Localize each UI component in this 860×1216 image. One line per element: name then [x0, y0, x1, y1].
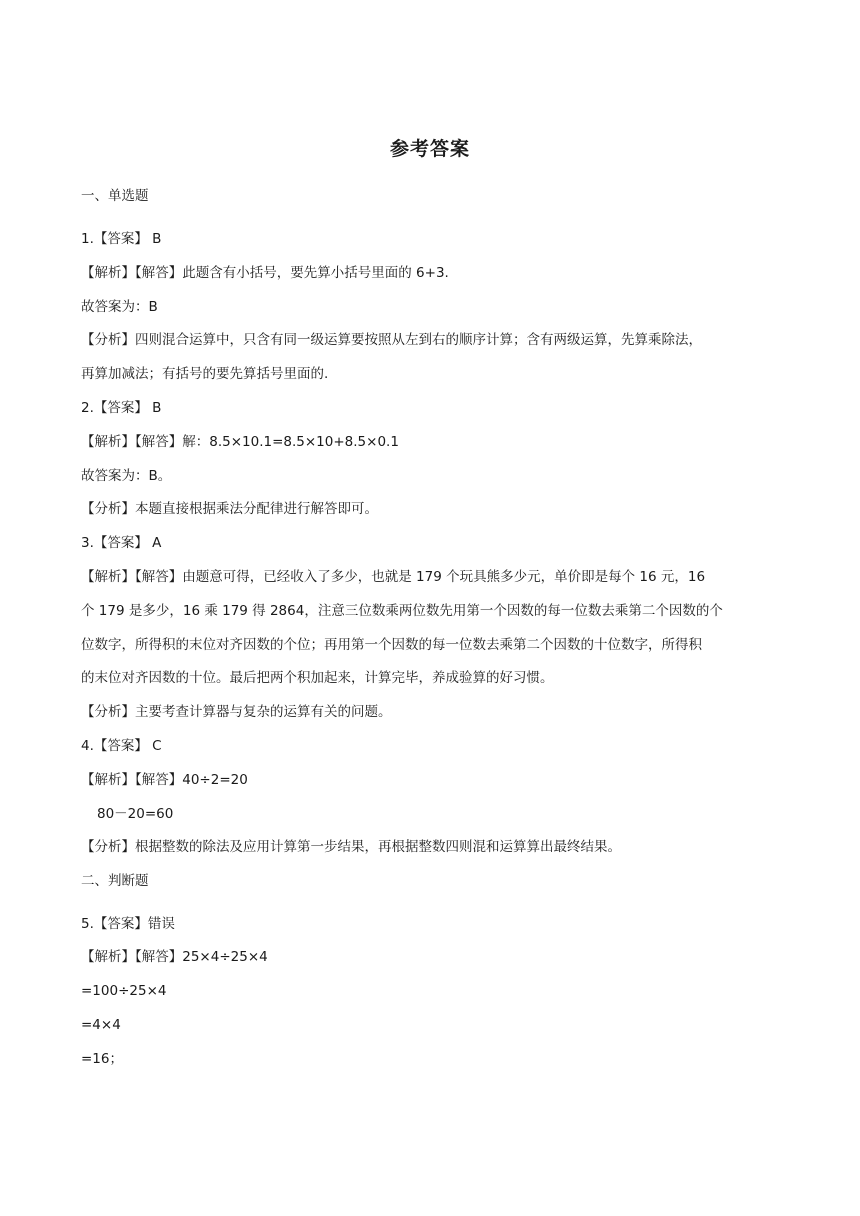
analysis-3-line-3: 位数字，所得积的末位对齐因数的个位；再用第一个因数的每一位数去乘第二个因数的十位数字，所得积	[81, 637, 702, 653]
answer-4: 4.【答案】 C	[81, 738, 162, 754]
explanation-3: 【分析】主要考查计算器与复杂的运算有关的问题。	[81, 704, 392, 720]
analysis-4-line-2: 80－20=60	[97, 806, 174, 822]
analysis-5-line-2: =100÷25×4	[81, 983, 167, 999]
analysis-5-line-3: =4×4	[81, 1017, 121, 1033]
analysis-2: 【解析】【解答】解：8.5×10.1=8.5×10+8.5×0.1	[81, 434, 399, 450]
explanation-1-line-2: 再算加减法；有括号的要先算括号里面的.	[81, 366, 329, 382]
conclusion-2: 故答案为：B。	[81, 468, 172, 484]
analysis-1: 【解析】【解答】此题含有小括号，要先算小括号里面的 6+3.	[81, 265, 449, 281]
analysis-4-line-1: 【解析】【解答】40÷2=20	[81, 772, 248, 788]
section-heading-true-false: 二、判断题	[81, 873, 149, 889]
analysis-5-line-4: =16；	[81, 1051, 123, 1067]
conclusion-1: 故答案为：B	[81, 299, 158, 315]
answer-2: 2.【答案】 B	[81, 400, 162, 416]
answer-5: 5.【答案】错误	[81, 916, 175, 932]
section-heading-single-choice: 一、单选题	[81, 188, 149, 204]
explanation-1-line-1: 【分析】四则混合运算中，只含有同一级运算要按照从左到右的顺序计算；含有两级运算，先算乘除法，	[81, 332, 702, 348]
answer-3: 3.【答案】 A	[81, 535, 162, 551]
page-title: 参考答案	[389, 138, 470, 160]
explanation-2: 【分析】本题直接根据乘法分配律进行解答即可。	[81, 501, 378, 517]
analysis-3-line-4: 的末位对齐因数的十位。最后把两个积加起来，计算完毕，养成验算的好习惯。	[81, 670, 554, 686]
analysis-5-line-1: 【解析】【解答】25×4÷25×4	[81, 949, 268, 965]
answer-1: 1.【答案】 B	[81, 231, 162, 247]
analysis-3-line-1: 【解析】【解答】由题意可得，已经收入了多少，也就是 179 个玩具熊多少元，单价即是每个 16 元，16	[81, 569, 706, 585]
analysis-3-line-2: 个 179 是多少，16 乘 179 得 2864，注意三位数乘两位数先用第一个因数的每一位数去乘第二个因数的个	[81, 603, 723, 619]
explanation-4: 【分析】根据整数的除法及应用计算第一步结果，再根据整数四则混和运算算出最终结果。	[81, 839, 621, 855]
